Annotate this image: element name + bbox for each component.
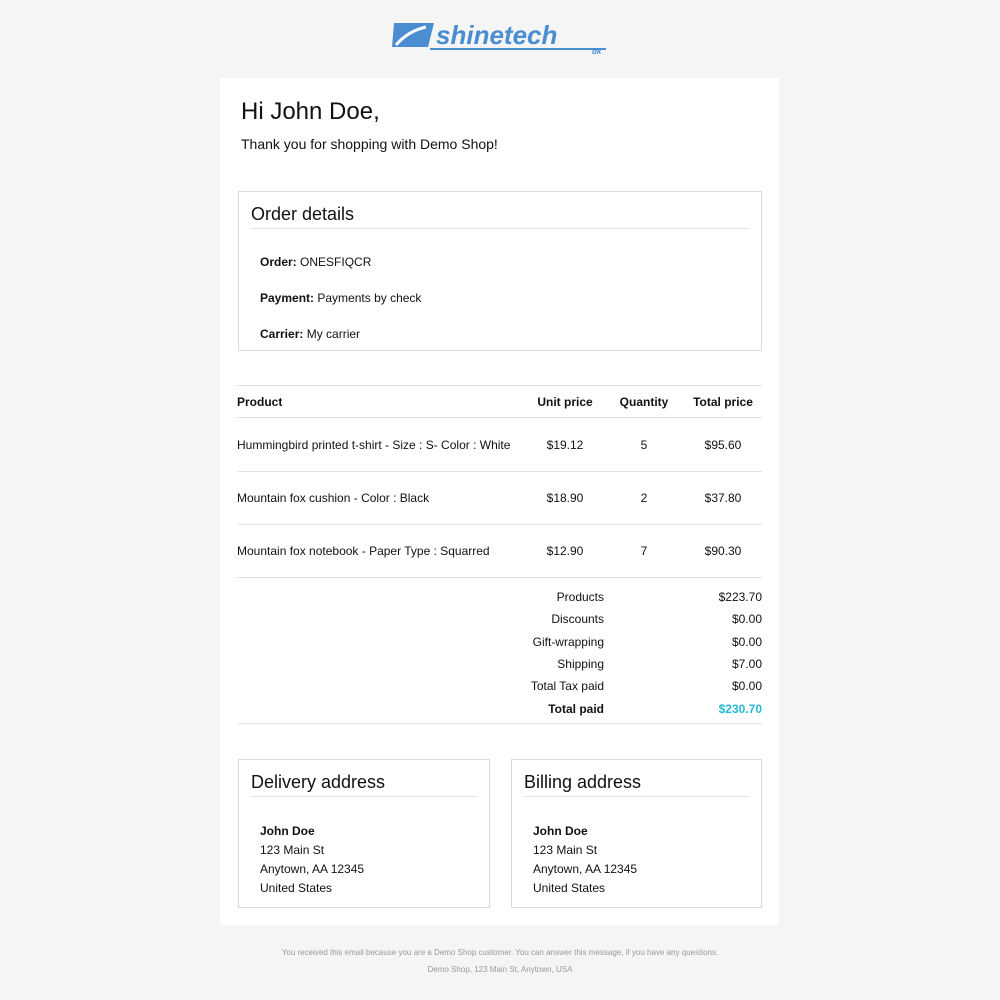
totals-paid-value: $230.70 (718, 702, 762, 716)
order-label: Order: (260, 255, 297, 269)
carrier (260, 327, 360, 341)
divider (237, 471, 762, 472)
greeting-heading: Hi John Doe, (241, 98, 380, 125)
svg-text:dk: dk (592, 47, 602, 55)
totals-products-value: $223.70 (718, 590, 762, 604)
shinetech-logo-icon (392, 19, 608, 55)
totals-discounts-label: Discounts (551, 612, 604, 626)
delivery-address-title: Delivery address (251, 772, 386, 792)
billing-address-box (511, 759, 762, 908)
totals-tax-value: $0.00 (731, 679, 762, 693)
billing-name: John Doe (533, 824, 588, 838)
row-2-total-price: $37.80 (704, 491, 742, 505)
footer-notice: You received this email because you are a Demo Shop customer. You can answer this message, if you have any questions. (281, 948, 719, 957)
billing-city: Anytown, AA 12345 (533, 862, 638, 876)
delivery-country: United States (260, 881, 333, 895)
delivery-street: 123 Main St (260, 843, 325, 857)
billing-address-lines (533, 822, 637, 898)
order-details-title: Order details (251, 204, 355, 224)
billing-address-title: Billing address (524, 772, 642, 792)
header-unit-price: Unit price (537, 395, 593, 409)
divider (237, 385, 762, 386)
row-2-quantity: 2 (640, 491, 648, 505)
totals-products-label: Products (556, 590, 604, 604)
payment-value: Payments by check (317, 291, 422, 305)
divider (251, 796, 477, 797)
header-total-price: Total price (693, 395, 753, 409)
payment-method (260, 291, 421, 305)
header-product: Product (237, 395, 283, 409)
carrier-label: Carrier: (260, 327, 304, 341)
row-3-quantity: 7 (640, 544, 648, 558)
row-1-unit-price: $19.12 (546, 438, 584, 452)
row-1-quantity: 5 (640, 438, 648, 452)
order-totals (237, 585, 762, 725)
totals-paid-label: Total paid (548, 702, 604, 716)
carrier-value: My carrier (306, 327, 361, 341)
footer-shop-address: Demo Shop, 123 Main St, Anytown, USA (427, 965, 573, 974)
totals-gift-wrapping-value: $0.00 (731, 635, 762, 649)
delivery-address-lines (260, 822, 364, 898)
divider (237, 524, 762, 525)
billing-street: 123 Main St (533, 843, 598, 857)
shinetech-logo[interactable] (392, 19, 608, 55)
order-details-box (238, 191, 762, 351)
delivery-address-box (238, 759, 490, 908)
billing-country: United States (533, 881, 606, 895)
divider (237, 417, 762, 418)
delivery-city: Anytown, AA 12345 (260, 862, 365, 876)
divider (524, 796, 749, 797)
divider (251, 228, 749, 229)
totals-gift-wrapping-label: Gift-wrapping (532, 635, 604, 649)
totals-shipping-value: $7.00 (731, 657, 762, 671)
divider (237, 723, 762, 724)
row-2-product: Mountain fox cushion - Color : Black (237, 491, 430, 505)
delivery-name: John Doe (260, 824, 315, 838)
payment-label: Payment: (260, 291, 315, 305)
order-reference (260, 255, 371, 269)
thanks-message: Thank you for shopping with Demo Shop! (241, 136, 498, 152)
totals-shipping-label: Shipping (557, 657, 604, 671)
row-1-total-price: $95.60 (704, 438, 742, 452)
row-2-unit-price: $18.90 (546, 491, 584, 505)
row-3-product: Mountain fox notebook - Paper Type : Squarred (237, 544, 490, 558)
header-quantity: Quantity (619, 395, 669, 409)
email-card (220, 78, 779, 925)
row-1-product: Hummingbird printed t-shirt - Size : S- Color : White (237, 438, 511, 452)
totals-tax-label: Total Tax paid (530, 679, 604, 693)
order-value: ONESFIQCR (300, 255, 372, 269)
row-3-unit-price: $12.90 (546, 544, 584, 558)
svg-text:shinetech: shinetech (436, 20, 558, 50)
divider (237, 577, 762, 578)
totals-discounts-value: $0.00 (731, 612, 762, 626)
row-3-total-price: $90.30 (704, 544, 742, 558)
